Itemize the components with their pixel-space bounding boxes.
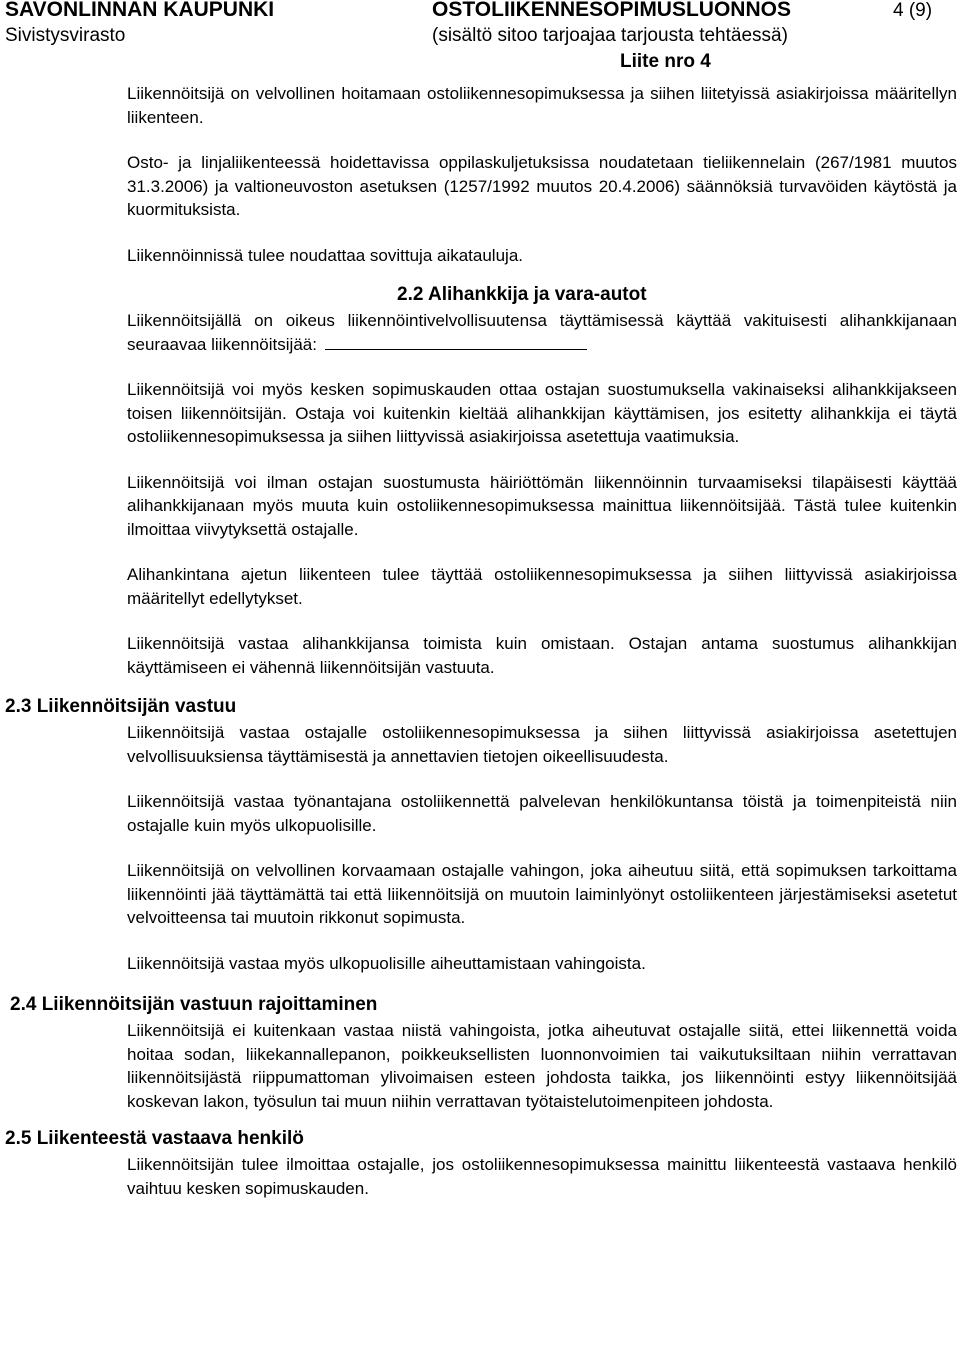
section-heading: 2.4 Liikennöitsijän vastuun rajoittaminen [10,994,378,1015]
section-paragraph: Liikennöitsijä on velvollinen korvaamaan ostajalle vahingon, joka aiheutuu siitä, että sopimuksen tarkoittama liikennöinti jää täyttämättä tai että liikennöitsijä on muutoin laiminlyönyt ostoliikenteen järjestämiseksi asetetut velvoitteensa tai muutoin rikkonut sopimusta. [127,861,957,927]
section-2-4 [0,993,960,1113]
document-subtitle: (sisältö sitoo tarjoajaa tarjousta tehtäessä) [432,25,788,46]
section-paragraph [127,309,957,356]
section-paragraph: Liikennöitsijä vastaa työnantajana ostoliikennettä palvelevan henkilökuntansa töistä ja toimenpiteistä niin ostajalle kuin myös ulkopuolisille. [127,792,957,835]
section-2-3 [0,695,960,975]
organization-name: SAVONLINNAN KAUPUNKI [5,0,275,21]
subcontractor-blank-line[interactable] [325,334,587,350]
section-paragraph: Liikennöitsijä vastaa myös ulkopuolisille aiheuttamistaan vahingoista. [127,953,646,973]
page-number: 4 (9) [893,0,933,21]
section-paragraph: Liikennöitsijä vastaa alihankkijansa toimista kuin omistaan. Ostajan antama suostumus alihankkijan käyttämiseen ei vähennä liikennöitsijän vastuuta. [127,634,957,677]
paragraph-text: Liikennöitsijällä on oikeus liikennöintivelvollisuutensa täyttämisessä käyttää vakituisesti alihankkijanaan seuraavaa liikennöitsijää: [127,311,957,354]
section-paragraph: Liikennöitsijän tulee ilmoittaa ostajalle, jos ostoliikennesopimuksessa mainittu liikenteestä vastaava henkilö vaihtuu kesken sopimuskauden. [127,1155,957,1198]
intro-paragraph: Liikennöinnissä tulee noudattaa sovittuja aikatauluja. [127,245,523,265]
page-header [0,0,960,80]
intro-paragraph: Osto- ja linjaliikenteessä hoidettavissa oppilaskuljetuksissa noudatetaan tieliikennelain (267/1981 muutos 31.3.2006) ja valtioneuvoston asetuksen (1257/1992 muutos 20.4.2006) säännöksiä turvavöiden käytöstä ja kuormituksista. [127,153,957,219]
department-name: Sivistysvirasto [5,25,126,46]
intro-paragraph: Liikennöitsijä on velvollinen hoitamaan ostoliikennesopimuksessa ja siihen liitetyissä asiakirjoissa määritellyn liikenteen. [127,84,957,127]
section-heading: 2.5 Liikenteestä vastaava henkilö [5,1128,304,1149]
section-paragraph: Liikennöitsijä voi ilman ostajan suostumusta häiriöttömän liikennöinnin turvaamiseksi tilapäisesti käyttää alihankkijanaan myös muuta kuin ostoliikennesopimuksessa mainittua liikennöitsijää. Tästä tulee kuitenkin ilmoittaa viivytyksettä ostajalle. [127,472,957,539]
section-2-5 [0,1127,960,1200]
section-2-2 [0,283,960,679]
section-heading: 2.2 Alihankkija ja vara-autot [397,284,647,305]
attachment-number: Liite nro 4 [620,51,711,72]
document-body [0,82,960,1200]
section-paragraph: Liikennöitsijä voi myös kesken sopimuskauden ottaa ostajan suostumuksella vakinaiseksi alihankkijakseen toisen liikennöitsijän. Ostaja voi kuitenkin kieltää alihankkijan käyttämisen, jos esitetty alihankkija ei täytä ostoliikennesopimuksessa ja siihen liittyvissä asiakirjoissa asetettuja vaatimuksia. [127,380,957,446]
section-paragraph: Alihankintana ajetun liikenteen tulee täyttää ostoliikennesopimuksessa ja siihen liittyvissä asiakirjoissa määritellyt edellytykset. [127,565,957,608]
section-paragraph: Liikennöitsijä ei kuitenkaan vastaa niistä vahingoista, jotka aiheutuvat ostajalle siitä, ettei liikennettä voida hoitaa sodan, liikekannallepanon, poikkeuksellisten luonnonvoimien tai vaikutuksiltaan niihin verrattavan liikennöitsijästä riippumattoman ylivoimaisen esteen johdosta taikka, jos liikennöinti estyy liikennöitsijää koskevan lakon, työsulun tai muun niihin verrattavan työtaistelutoimenpiteen johdosta. [127,1021,957,1111]
document-title: OSTOLIIKENNESOPIMUSLUONNOS [432,0,791,21]
section-heading: 2.3 Liikennöitsijän vastuu [5,696,237,717]
section-paragraph: Liikennöitsijä vastaa ostajalle ostoliikennesopimuksessa ja siihen liittyvissä asiakirjoissa asetettujen velvollisuuksiensa täyttämisestä ja annettavien tietojen oikeellisuudesta. [127,723,957,766]
